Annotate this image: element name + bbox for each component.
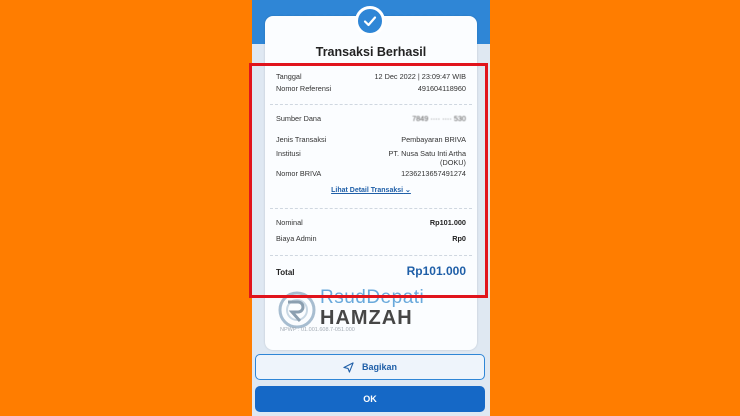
detail-link-label: Lihat Detail Transaksi [331,187,404,194]
highlight-frame [249,63,488,298]
tanggal-label: Tanggal [276,72,302,81]
nominal-value: Rp101.000 [429,218,466,227]
page-title: Transaksi Berhasil [315,45,427,59]
watermark-text-bottom: HAMZAH [320,307,413,329]
jenis-value: Pembayaran BRIVA [401,135,466,144]
watermark-text-top: RsudDepati [320,287,425,308]
total-value: Rp101.000 [406,264,466,278]
total-label: Total [276,268,295,277]
institusi-label: Institusi [276,149,301,158]
nominal-label: Nominal [276,218,303,227]
referensi-label: Nomor Referensi [276,84,332,93]
briva-value: 1236213657491274 [401,169,466,178]
ok-button[interactable] [255,386,485,412]
briva-label: Nomor BRIVA [276,169,322,178]
chevron-down-icon: ⌄ [405,187,411,194]
institusi-value-line1: PT. Nusa Satu Inti Artha [388,149,466,158]
biaya-label: Biaya Admin [276,234,317,243]
sumber-value: 7849 ···· ···· 530 [412,114,466,123]
jenis-label: Jenis Transaksi [276,135,327,144]
biaya-value: Rp0 [452,234,466,243]
share-button[interactable] [255,354,485,380]
referensi-value: 491604118960 [417,84,466,93]
sumber-label: Sumber Dana [276,114,322,123]
ok-label: OK [363,394,377,404]
share-label: Bagikan [361,362,397,372]
watermark-footer: NPWP : 01.001.608.7-051.000 [280,327,355,333]
tanggal-value: 12 Dec 2022 | 23:09:47 WIB [374,72,466,81]
checkmark-icon [355,6,385,36]
institusi-value-line2: (DOKU) [440,158,466,167]
send-icon [343,362,354,373]
